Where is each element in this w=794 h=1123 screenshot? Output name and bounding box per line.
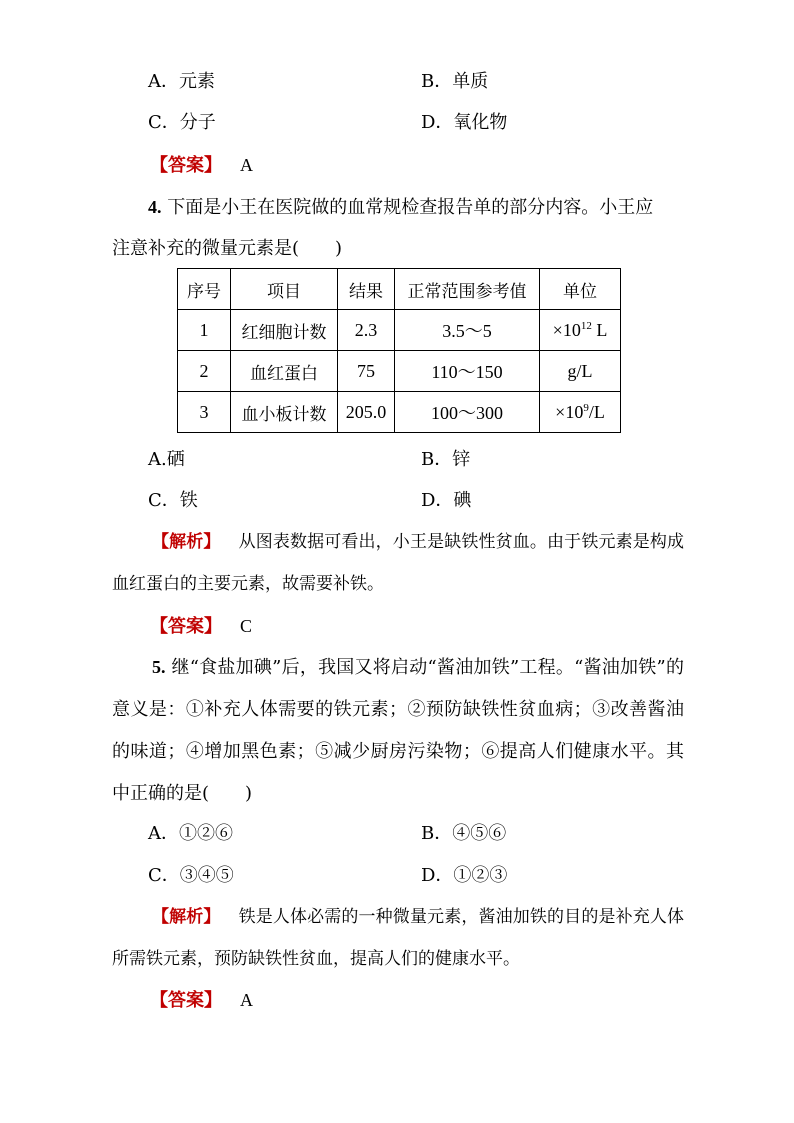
q4-answer xyxy=(150,614,252,639)
q4-stem-line2: 注意补充的微量元素是( ) xyxy=(112,238,343,259)
answer-value: C xyxy=(240,616,253,636)
q5-analysis xyxy=(112,896,684,980)
cell-item: 红细胞计数 xyxy=(231,310,338,351)
analysis-tag: 【解析】 xyxy=(152,907,221,927)
q4-option-d: D．碘 xyxy=(421,490,472,511)
cell-range: 100～300 xyxy=(395,392,540,433)
unit-base: ×10 xyxy=(552,319,581,340)
cell-no: 1 xyxy=(178,310,231,351)
answer-tag: 【答案】 xyxy=(150,990,222,1011)
cell-result: 2.3 xyxy=(338,310,395,351)
q3-option-a: A．元素 xyxy=(148,71,215,92)
unit-exponent: 12 xyxy=(580,319,592,332)
q5-answer xyxy=(150,988,253,1013)
unit-tail: L xyxy=(591,319,608,340)
q4-option-b: B．锌 xyxy=(421,449,471,470)
table-header-row xyxy=(178,269,621,310)
question-number: 5. xyxy=(152,657,166,677)
q3-answer xyxy=(150,153,253,178)
q4-analysis xyxy=(112,521,684,605)
answer-tag: 【答案】 xyxy=(150,155,222,176)
analysis-text: 从图表数据可看出，小王是缺铁性贫血。由于铁元素是构成血红蛋白的主要元素，故需要补铁。 xyxy=(112,532,685,594)
unit-exponent: 9 xyxy=(583,401,589,414)
q3-option-d: D．氧化物 xyxy=(421,112,508,133)
q4-option-c: C．铁 xyxy=(148,490,198,511)
header-cell: 单位 xyxy=(540,269,621,310)
unit-base: ×10 xyxy=(555,401,584,422)
blood-report-table xyxy=(177,268,621,433)
q4-option-a: A.硒 xyxy=(148,449,185,470)
q5-option-b: B．④⑤⑥ xyxy=(421,823,507,844)
q5-option-d: D．①②③ xyxy=(421,865,508,886)
header-cell: 结果 xyxy=(338,269,395,310)
header-cell: 正常范围参考值 xyxy=(395,269,540,310)
cell-item: 血小板计数 xyxy=(231,392,338,433)
analysis-tag: 【解析】 xyxy=(152,532,221,552)
cell-no: 3 xyxy=(178,392,231,433)
cell-result: 205.0 xyxy=(338,392,395,433)
q3-option-b: B．单质 xyxy=(421,71,489,92)
q5-stem xyxy=(112,646,684,815)
cell-result: 75 xyxy=(338,351,395,392)
table-row xyxy=(178,392,621,433)
header-cell: 序号 xyxy=(178,269,231,310)
q5-stem-text: 继“食盐加碘”后，我国又将启动“酱油加铁”工程。“酱油加铁”的意义是：①补充人体需要的铁元素；②预防缺铁性贫血病；③改善酱油的味道；④增加黑色素；⑤减少厨房污染物；⑥提高人们健康水平。其中正确的是( ) xyxy=(112,657,684,804)
q5-option-a: A．①②⑥ xyxy=(148,823,233,844)
cell-unit xyxy=(540,351,621,392)
q5-option-c: C．③④⑤ xyxy=(148,865,234,886)
question-number: 4. xyxy=(148,197,162,217)
table-row xyxy=(178,310,621,351)
q4-stem-line1 xyxy=(148,195,653,220)
answer-value: A xyxy=(240,990,253,1010)
answer-tag: 【答案】 xyxy=(150,616,222,637)
analysis-text: 铁是人体必需的一种微量元素，酱油加铁的目的是补充人体所需铁元素，预防缺铁性贫血，提高人们的健康水平。 xyxy=(112,907,685,969)
cell-range: 3.5～5 xyxy=(395,310,540,351)
cell-item: 血红蛋白 xyxy=(231,351,338,392)
cell-unit xyxy=(540,392,621,433)
table-row xyxy=(178,351,621,392)
q3-option-c: C．分子 xyxy=(148,112,216,133)
cell-unit xyxy=(540,310,621,351)
q4-stem-text1: 下面是小王在医院做的血常规检查报告单的部分内容。小王应 xyxy=(167,197,654,218)
cell-no: 2 xyxy=(178,351,231,392)
unit-base: g/L xyxy=(567,360,593,381)
answer-value: A xyxy=(240,155,253,175)
cell-range: 110～150 xyxy=(395,351,540,392)
header-cell: 项目 xyxy=(231,269,338,310)
unit-tail: /L xyxy=(588,401,605,422)
